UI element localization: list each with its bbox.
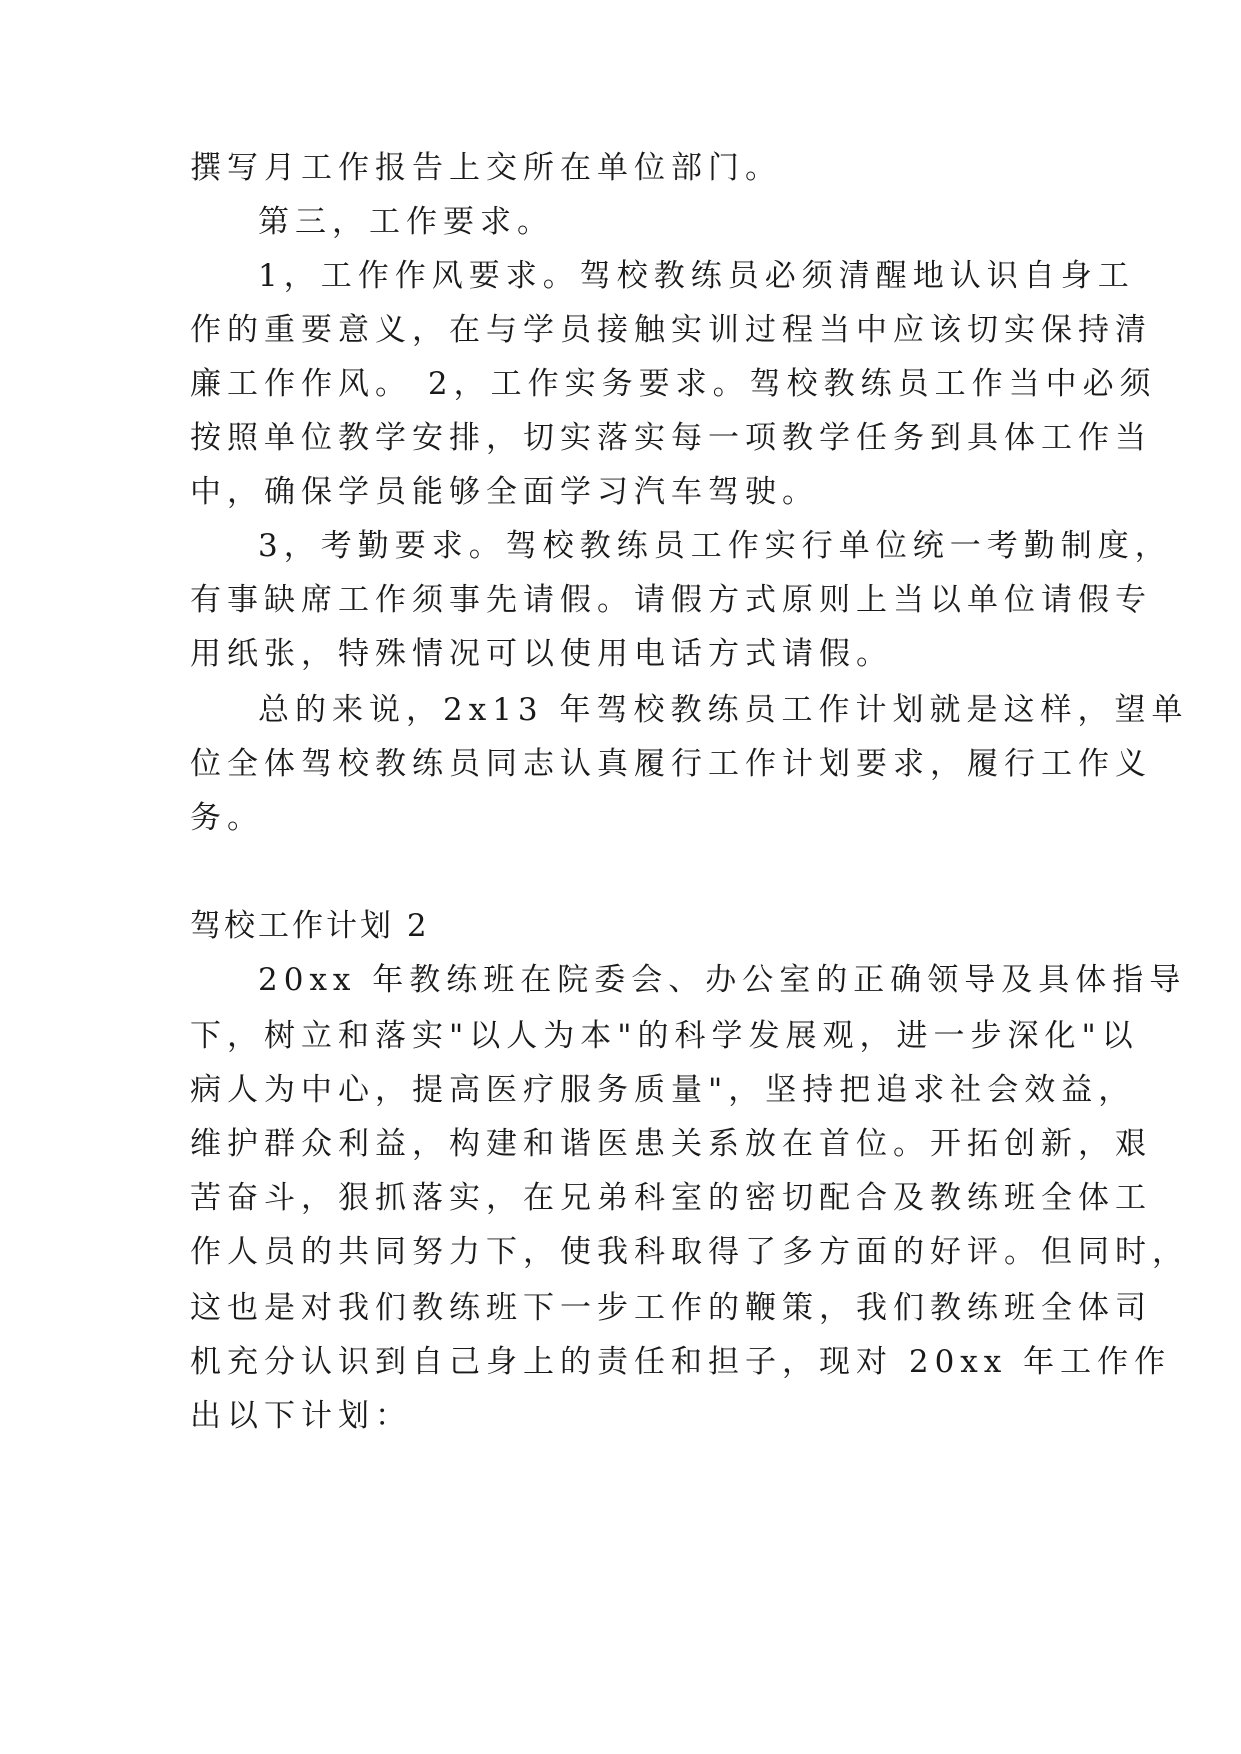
paragraph-line: 按照单位教学安排，切实落实每一项教学任务到具体工作当 <box>190 420 1152 456</box>
paragraph-line: 维护群众利益，构建和谐医患关系放在首位。开拓创新，艰 <box>190 1126 1152 1162</box>
section-title: 驾校工作计划 2 <box>190 908 430 944</box>
paragraph-line: 廉工作作风。 2，工作实务要求。驾校教练员工作当中必须 <box>190 366 1157 402</box>
paragraph-line: 机充分认识到自己身上的责任和担子，现对 20xx 年工作作 <box>190 1344 1172 1380</box>
paragraph-line: 3，考勤要求。驾校教练员工作实行单位统一考勤制度， <box>258 528 1172 564</box>
paragraph-line: 1，工作作风要求。驾校教练员必须清醒地认识自身工 <box>258 258 1135 294</box>
paragraph-line: 病人为中心，提高医疗服务质量"，坚持把追求社会效益， <box>190 1072 1136 1108</box>
paragraph-line: 撰写月工作报告上交所在单位部门。 <box>190 150 782 186</box>
paragraph-line: 务。 <box>190 800 264 836</box>
paragraph-line: 作的重要意义，在与学员接触实训过程当中应该切实保持清 <box>190 312 1152 348</box>
section-heading: 第三，工作要求。 <box>258 204 554 240</box>
paragraph-line: 有事缺席工作须事先请假。请假方式原则上当以单位请假专 <box>190 582 1152 618</box>
paragraph-line: 苦奋斗，狠抓落实，在兄弟科室的密切配合及教练班全体工 <box>190 1180 1152 1216</box>
paragraph-line: 出以下计划： <box>190 1398 412 1434</box>
paragraph-line: 用纸张，特殊情况可以使用电话方式请假。 <box>190 636 893 672</box>
paragraph-line: 总的来说，2x13 年驾校教练员工作计划就是这样，望单 <box>258 692 1189 728</box>
paragraph-line: 作人员的共同努力下，使我科取得了多方面的好评。但同时， <box>190 1234 1189 1270</box>
paragraph-line: 这也是对我们教练班下一步工作的鞭策，我们教练班全体司 <box>190 1290 1152 1326</box>
paragraph-line: 下，树立和落实"以人为本"的科学发展观，进一步深化"以 <box>190 1018 1139 1054</box>
paragraph-line: 中，确保学员能够全面学习汽车驾驶。 <box>190 474 819 510</box>
paragraph-line: 20xx 年教练班在院委会、办公室的正确领导及具体指导 <box>258 962 1187 998</box>
paragraph-line: 位全体驾校教练员同志认真履行工作计划要求，履行工作义 <box>190 746 1152 782</box>
